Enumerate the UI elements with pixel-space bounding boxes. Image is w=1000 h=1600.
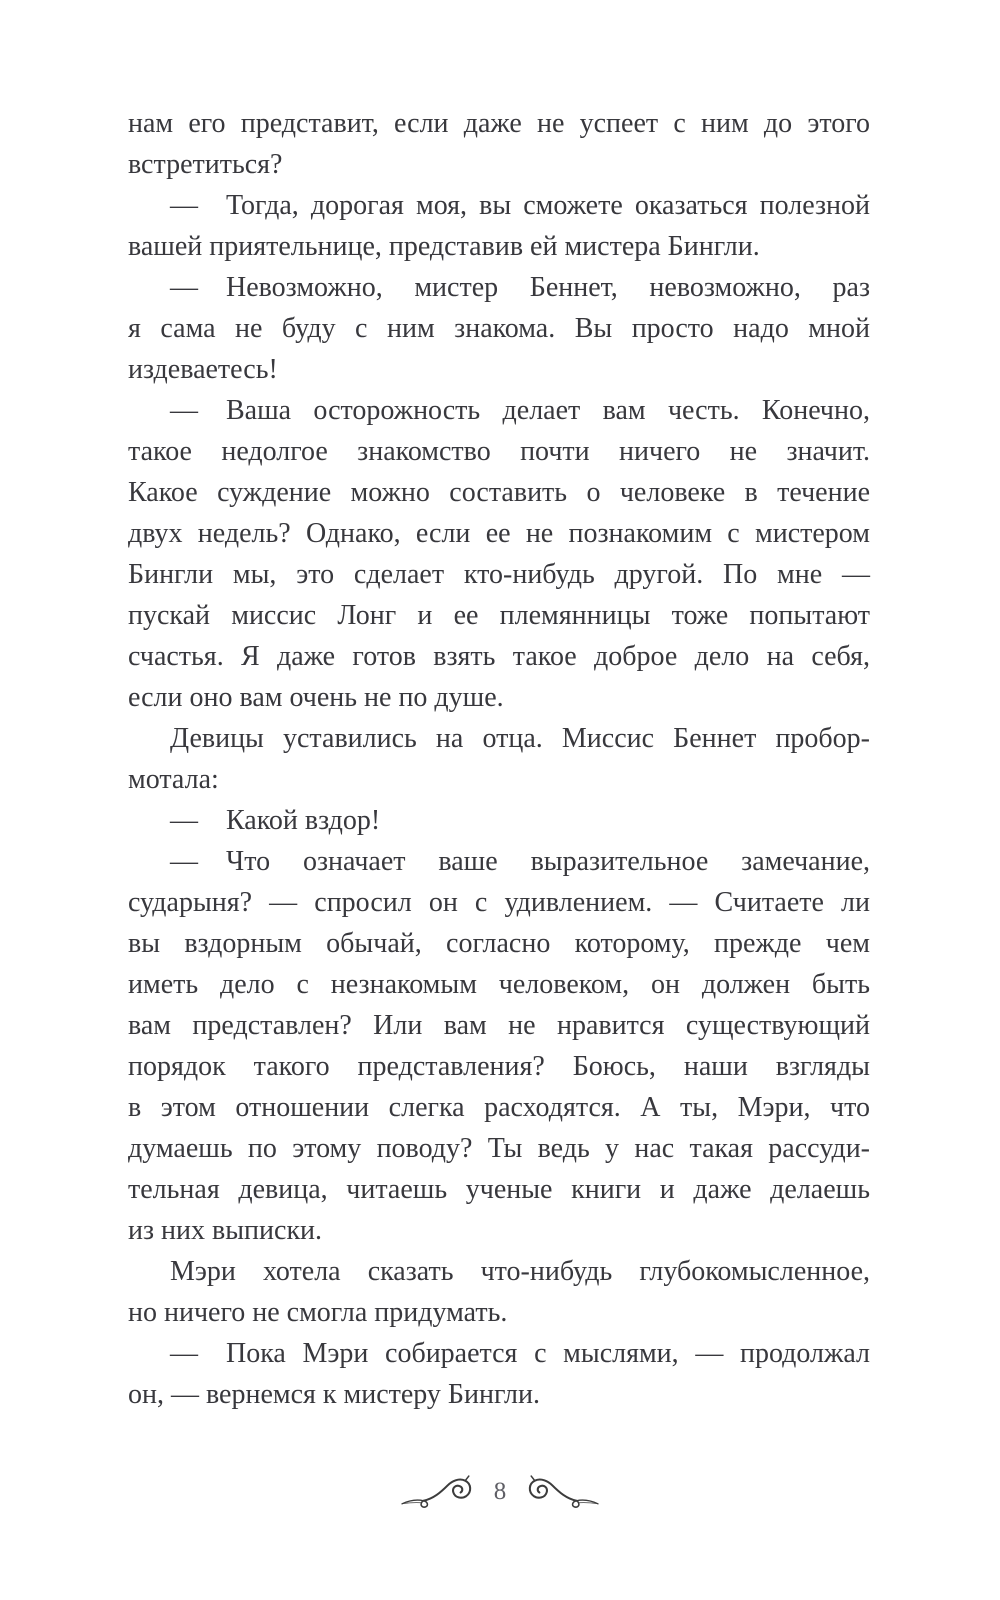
paragraph [128, 1251, 870, 1333]
paragraph [128, 103, 870, 185]
paragraph [128, 185, 870, 267]
text-line: вы вздорным обычай, согласно которому, прежде чем [128, 928, 870, 959]
paragraph [128, 841, 870, 1251]
text-line: счастья. Я даже готов взять такое доброе дело на себя, [128, 641, 870, 672]
flourish-left-icon [400, 1474, 478, 1511]
text-line: в этом отношении слегка расходятся. А ты, Мэри, что [128, 1092, 870, 1123]
text-line: он, — вернемся к мистеру Бингли. [128, 1379, 541, 1410]
text-line: думаешь по этому поводу? Ты ведь у нас такая рассуди- [128, 1133, 870, 1164]
text-line: иметь дело с незнакомым человеком, он должен быть [128, 969, 870, 1000]
text-line: тельная девица, читаешь ученые книги и даже делаешь [128, 1174, 870, 1205]
paragraph [128, 718, 870, 800]
text-line: — Ваша осторожность делает вам честь. Конечно, [170, 395, 870, 426]
text-line: — Невозможно, мистер Беннет, невозможно, раз [170, 272, 870, 303]
text-line: Девицы уставились на отца. Миссис Беннет пробор- [170, 723, 870, 754]
text-line: — Что означает ваше выразительное замечание, [170, 846, 870, 877]
text-line: я сама не буду с ним знакома. Вы просто надо мной [128, 313, 870, 344]
text-line: — Тогда, дорогая моя, вы сможете оказаться полезной [170, 190, 870, 221]
text-line: Бингли мы, это сделает кто-нибудь другой. По мне — [128, 559, 870, 590]
text-line: издеваетесь! [128, 354, 278, 385]
text-line: вам представлен? Или вам не нравится существующий [128, 1010, 870, 1041]
text-line: из них выписки. [128, 1215, 323, 1246]
text-line: вашей приятельнице, представив ей мистера Бингли. [128, 231, 760, 262]
flourish-right-icon [522, 1474, 600, 1511]
text-line: сударыня? — спросил он с удивлением. — Считаете ли [128, 887, 870, 918]
page-footer [0, 1474, 1000, 1511]
page-text [128, 103, 870, 1415]
text-line: пускай миссис Лонг и ее племянницы тоже попытают [128, 600, 870, 631]
paragraph [128, 800, 870, 841]
text-line: но ничего не смогла придумать. [128, 1297, 508, 1328]
text-line: — Какой вздор! [170, 805, 381, 836]
text-line: Какое суждение можно составить о человеке в течение [128, 477, 870, 508]
text-line: порядок такого представления? Боюсь, наши взгляды [128, 1051, 870, 1082]
text-line: если оно вам очень не по душе. [128, 682, 504, 713]
text-line: мотала: [128, 764, 219, 795]
paragraph [128, 267, 870, 390]
text-line: такое недолгое знакомство почти ничего не значит. [128, 436, 870, 467]
page-number: 8 [493, 1478, 507, 1505]
paragraph [128, 390, 870, 718]
text-line: — Пока Мэри собирается с мыслями, — продолжал [170, 1338, 870, 1369]
text-line: Мэри хотела сказать что-нибудь глубокомысленное, [170, 1256, 870, 1287]
text-line: встретиться? [128, 149, 283, 180]
text-line: нам его представит, если даже не успеет с ним до этого [128, 108, 870, 139]
text-line: двух недель? Однако, если ее не познакомим с мистером [128, 518, 870, 549]
paragraph [128, 1333, 870, 1415]
